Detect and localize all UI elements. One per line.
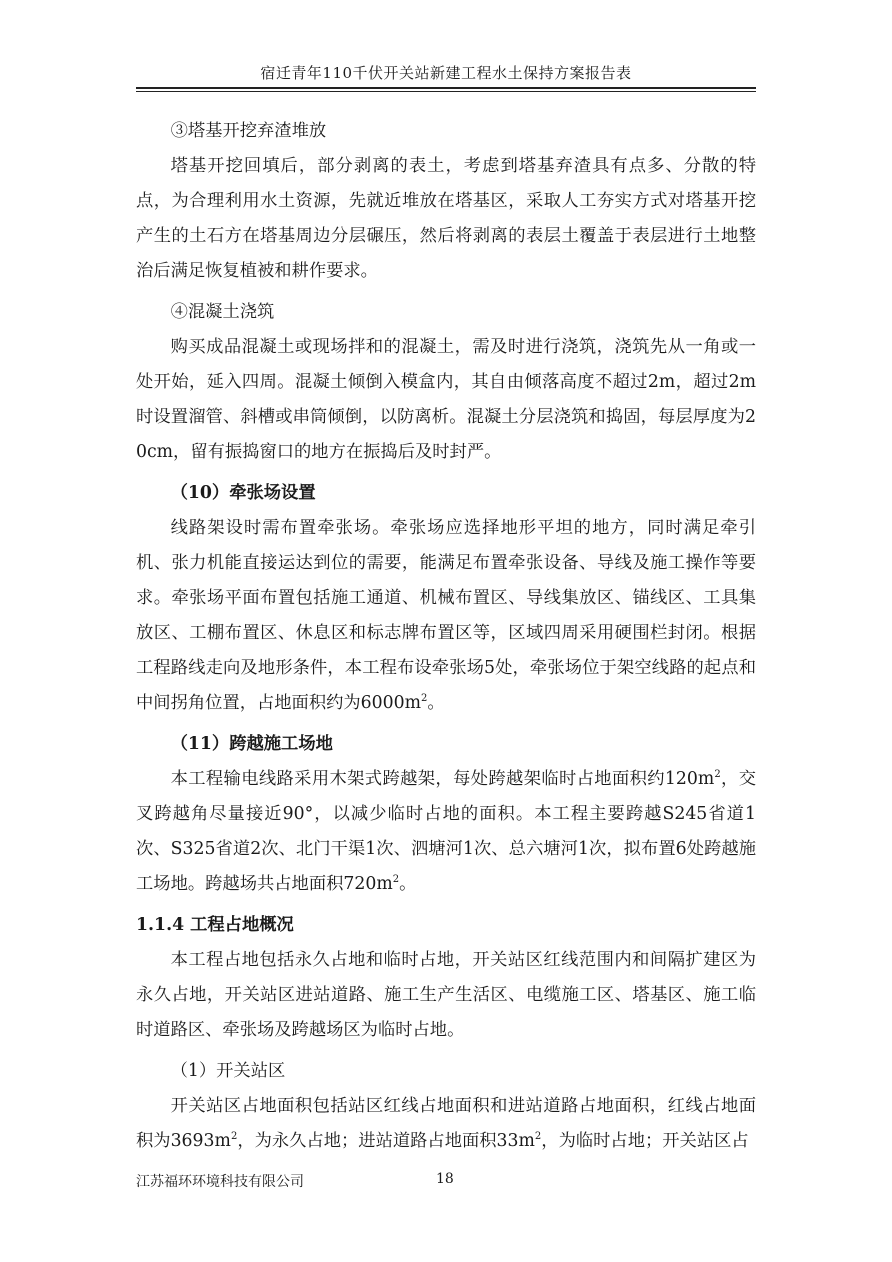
- header-rule-thick: [136, 87, 756, 89]
- section10-text-b: 。: [427, 693, 445, 713]
- item3-heading: ③塔基开挖弃渣堆放: [170, 121, 327, 141]
- item4-heading: ④混凝土浇筑: [170, 302, 275, 322]
- section11-heading: （11）跨越施工场地: [170, 734, 333, 754]
- section11-text-a: 本工程输电线路采用木架式跨越架，每处跨越架临时占地面积约120m: [170, 769, 715, 789]
- section114-paragraph: 本工程占地包括永久占地和临时占地，开关站区红线范围内和间隔扩建区为永久占地，开关站区进站道路、施工生产生活区、电缆施工区、塔基区、施工临时道路区、牵张场及跨越场区为临时占地。: [136, 950, 756, 1040]
- header-rule-thin: [136, 91, 756, 92]
- item3-paragraph: 塔基开挖回填后，部分剥离的表土，考虑到塔基弃渣具有点多、分散的特点，为合理利用水土资源，先就近堆放在塔基区，采取人工夯实方式对塔基开挖产生的土石方在塔基周边分层碾压，然后将剥离的表层土覆盖于表层进行土地整治后满足恢复植被和耕作要求。: [136, 156, 756, 281]
- subsection1-text-a: 开关站区占地面积包括站区红线占地面积和进站道路占地面积，红线占地面积为3693m: [136, 1096, 756, 1151]
- section11-paragraph: [136, 762, 756, 902]
- subsection1-heading: （1）开关站区: [170, 1061, 286, 1081]
- page-header-title: 宿迁青年110千伏开关站新建工程水土保持方案报告表: [260, 64, 632, 82]
- subsection1-text-b: ，为永久占地；进站道路占地面积33m: [237, 1131, 535, 1151]
- subsection1-paragraph: [136, 1089, 756, 1159]
- subsection1-superscript-1: 2: [230, 1131, 238, 1143]
- section10-superscript: 2: [421, 693, 428, 705]
- section11-text-b: ，交叉跨越角尽量接近90°，以减少临时占地的面积。本工程主要跨越S245省道1次、S325省道2次、北门干渠1次、泗塘河1次、总六塘河1次，拟布置6处跨越施工场地。跨越场共占地面积720m: [136, 769, 756, 894]
- section11-text-c: 。: [399, 874, 417, 894]
- subsection1-text-c: ，为临时占地；开关站区占: [541, 1131, 749, 1151]
- section11-superscript-2: 2: [392, 874, 400, 886]
- section10-text-a: 线路架设时需布置牵张场。牵张场应选择地形平坦的地方，同时满足牵引机、张力机能直接运达到位的需要，能满足布置牵张设备、导线及施工操作等要求。牵张场平面布置包括施工通道、机械布置区、导线集放区、锚线区、工具集放区、工棚布置区、休息区和标志牌布置区等，区域四周采用硬围栏封闭。根据工程路线走向及地形条件，本工程布设牵张场5处，牵张场位于架空线路的起点和中间拐角位置，占地面积约为6000m: [136, 518, 756, 713]
- section114-heading: 1.1.4 工程占地概况: [136, 915, 294, 935]
- page-body: [136, 108, 756, 1159]
- footer-page-number: 18: [436, 1171, 454, 1187]
- section10-heading: （10）牵张场设置: [170, 483, 316, 503]
- item4-paragraph: 购买成品混凝土或现场拌和的混凝土，需及时进行浇筑，浇筑先从一角或一处开始，延入四周。混凝土倾倒入模盒内，其自由倾落高度不超过2m，超过2m时设置溜管、斜槽或串筒倾倒，以防离析。混凝土分层浇筑和捣固，每层厚度为20cm，留有振捣窗口的地方在振捣后及时封严。: [136, 337, 756, 462]
- section11-superscript-1: 2: [714, 769, 721, 781]
- subsection1-superscript-2: 2: [534, 1131, 542, 1143]
- footer-company-name: 江苏福环环境科技有限公司: [136, 1174, 304, 1190]
- section10-paragraph: [136, 511, 756, 721]
